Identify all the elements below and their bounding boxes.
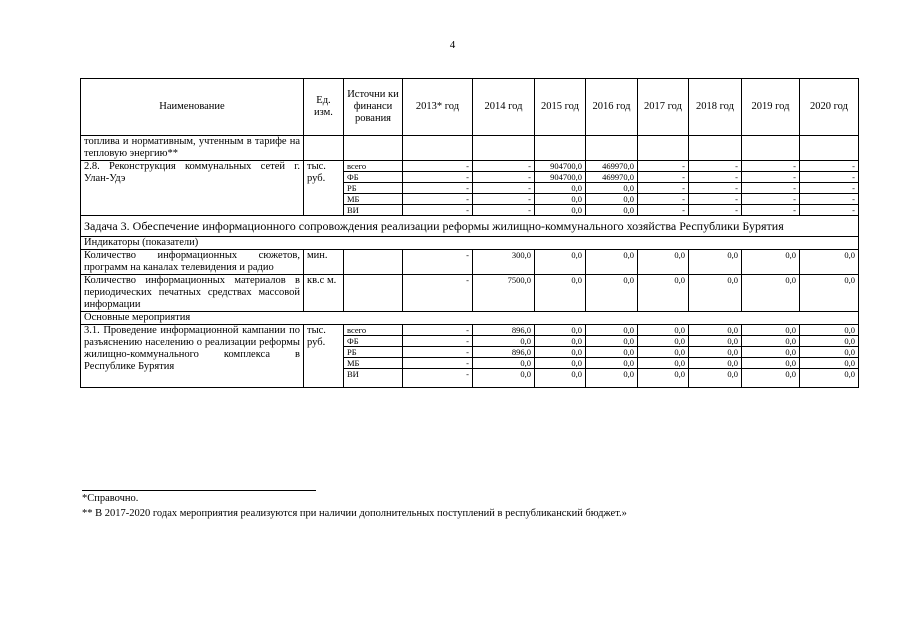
value-cell: - bbox=[689, 161, 742, 172]
value-cell: 469970,0 bbox=[586, 172, 638, 183]
indicator-2-unit: кв.с м. bbox=[304, 275, 344, 312]
value-cell: - bbox=[473, 161, 535, 172]
header-name: Наименование bbox=[81, 79, 304, 136]
header-2013: 2013* год bbox=[403, 79, 473, 136]
item-2-8-unit: тыс. руб. bbox=[304, 161, 344, 216]
source-cell: ФБ bbox=[344, 172, 403, 183]
continued-row bbox=[81, 136, 859, 161]
main-activities-row bbox=[81, 312, 859, 325]
value-cell: - bbox=[742, 205, 800, 216]
value-cell: 0,0 bbox=[535, 275, 586, 312]
table-row bbox=[81, 325, 859, 336]
header-2016: 2016 год bbox=[586, 79, 638, 136]
value-cell: 0,0 bbox=[586, 275, 638, 312]
indicator-1-unit: мин. bbox=[304, 250, 344, 275]
value-cell: 0,0 bbox=[586, 250, 638, 275]
value-cell: 0,0 bbox=[586, 358, 638, 369]
value-cell: - bbox=[742, 161, 800, 172]
value-cell: 0,0 bbox=[586, 347, 638, 358]
source-cell: всего bbox=[344, 325, 403, 336]
value-cell: 896,0 bbox=[473, 325, 535, 336]
value-cell: 300,0 bbox=[473, 250, 535, 275]
value-cell: - bbox=[638, 194, 689, 205]
value-cell: 0,0 bbox=[638, 358, 689, 369]
indicators-label: Индикаторы (показатели) bbox=[81, 237, 859, 250]
source-cell: всего bbox=[344, 161, 403, 172]
value-cell: - bbox=[800, 205, 859, 216]
value-cell: 0,0 bbox=[742, 347, 800, 358]
header-2015: 2015 год bbox=[535, 79, 586, 136]
value-cell: - bbox=[403, 275, 473, 312]
value-cell: - bbox=[800, 161, 859, 172]
value-cell: - bbox=[689, 205, 742, 216]
value-cell: 0,0 bbox=[800, 369, 859, 388]
value-cell: - bbox=[742, 194, 800, 205]
value-cell: 0,0 bbox=[689, 275, 742, 312]
value-cell: 0,0 bbox=[638, 250, 689, 275]
value-cell: - bbox=[689, 172, 742, 183]
header-2018: 2018 год bbox=[689, 79, 742, 136]
value-cell: 896,0 bbox=[473, 347, 535, 358]
value-cell: 0,0 bbox=[800, 250, 859, 275]
value-cell: 0,0 bbox=[535, 183, 586, 194]
table-row bbox=[81, 161, 859, 172]
value-cell: 0,0 bbox=[689, 369, 742, 388]
value-cell: 0,0 bbox=[535, 369, 586, 388]
source-cell: МБ bbox=[344, 194, 403, 205]
value-cell: 0,0 bbox=[473, 336, 535, 347]
footnote-2: ** В 2017-2020 годах мероприятия реализуются при наличии дополнительных поступлений в республиканский бюджет.» bbox=[82, 508, 627, 519]
task3-title: Задача 3. Обеспечение информационного сопровождения реализации реформы жилищно-коммунального хозяйства Республики Бурятия bbox=[81, 216, 859, 237]
value-cell: - bbox=[403, 205, 473, 216]
value-cell: 0,0 bbox=[535, 250, 586, 275]
value-cell: - bbox=[689, 183, 742, 194]
value-cell: 0,0 bbox=[638, 325, 689, 336]
value-cell: 0,0 bbox=[689, 325, 742, 336]
value-cell: - bbox=[403, 172, 473, 183]
indicator-2-row bbox=[81, 275, 859, 312]
value-cell: - bbox=[403, 358, 473, 369]
value-cell: - bbox=[473, 172, 535, 183]
value-cell: - bbox=[638, 172, 689, 183]
value-cell: - bbox=[638, 183, 689, 194]
value-cell: 0,0 bbox=[689, 358, 742, 369]
indicator-2-name: Количество информационных материалов в периодических печатных средствах массовой информации bbox=[81, 275, 304, 312]
value-cell: 0,0 bbox=[742, 275, 800, 312]
value-cell: 0,0 bbox=[800, 275, 859, 312]
source-cell: ФБ bbox=[344, 336, 403, 347]
value-cell: 0,0 bbox=[586, 325, 638, 336]
value-cell: 0,0 bbox=[535, 325, 586, 336]
header-2019: 2019 год bbox=[742, 79, 800, 136]
value-cell: - bbox=[403, 161, 473, 172]
program-table bbox=[80, 78, 859, 388]
value-cell: - bbox=[403, 347, 473, 358]
value-cell: 0,0 bbox=[535, 336, 586, 347]
value-cell: 0,0 bbox=[742, 369, 800, 388]
indicator-1-name: Количество информационных сюжетов, программ на каналах телевидения и радио bbox=[81, 250, 304, 275]
page-number: 4 bbox=[449, 39, 456, 51]
main-activities-label: Основные мероприятия bbox=[81, 312, 859, 325]
header-2020: 2020 год bbox=[800, 79, 859, 136]
indicator-2-source bbox=[344, 275, 403, 312]
value-cell: 904700,0 bbox=[535, 161, 586, 172]
header-2014: 2014 год bbox=[473, 79, 535, 136]
value-cell: - bbox=[473, 183, 535, 194]
value-cell: 0,0 bbox=[689, 250, 742, 275]
value-cell: 0,0 bbox=[742, 250, 800, 275]
value-cell: 0,0 bbox=[586, 336, 638, 347]
value-cell: 7500,0 bbox=[473, 275, 535, 312]
value-cell: 0,0 bbox=[742, 325, 800, 336]
indicators-row bbox=[81, 237, 859, 250]
value-cell: 0,0 bbox=[586, 194, 638, 205]
value-cell: 0,0 bbox=[800, 336, 859, 347]
task3-row bbox=[81, 216, 859, 237]
header-row bbox=[81, 79, 859, 136]
value-cell: 0,0 bbox=[689, 336, 742, 347]
header-source: Источни ки финанси рования bbox=[344, 79, 403, 136]
source-cell: МБ bbox=[344, 358, 403, 369]
value-cell: - bbox=[403, 325, 473, 336]
value-cell: 0,0 bbox=[800, 325, 859, 336]
item-2-8-name: 2.8. Реконструкция коммунальных сетей г. Улан-Удэ bbox=[81, 161, 304, 216]
value-cell: - bbox=[638, 205, 689, 216]
value-cell: 0,0 bbox=[742, 336, 800, 347]
value-cell: 469970,0 bbox=[586, 161, 638, 172]
header-unit: Ед. изм. bbox=[304, 79, 344, 136]
value-cell: - bbox=[403, 194, 473, 205]
value-cell: 0,0 bbox=[535, 347, 586, 358]
value-cell: - bbox=[800, 194, 859, 205]
footnote-1: *Справочно. bbox=[82, 493, 139, 504]
source-cell: РБ bbox=[344, 347, 403, 358]
source-cell: ВИ bbox=[344, 369, 403, 388]
value-cell: 0,0 bbox=[800, 347, 859, 358]
value-cell: - bbox=[800, 183, 859, 194]
value-cell: 0,0 bbox=[535, 358, 586, 369]
value-cell: 0,0 bbox=[586, 369, 638, 388]
value-cell: 0,0 bbox=[689, 347, 742, 358]
value-cell: - bbox=[403, 250, 473, 275]
value-cell: 0,0 bbox=[800, 358, 859, 369]
footnote-divider bbox=[82, 490, 316, 491]
value-cell: 0,0 bbox=[638, 369, 689, 388]
source-cell: РБ bbox=[344, 183, 403, 194]
value-cell: 0,0 bbox=[473, 358, 535, 369]
header-2017: 2017 год bbox=[638, 79, 689, 136]
source-cell: ВИ bbox=[344, 205, 403, 216]
value-cell: 904700,0 bbox=[535, 172, 586, 183]
value-cell: - bbox=[473, 205, 535, 216]
value-cell: 0,0 bbox=[638, 275, 689, 312]
value-cell: 0,0 bbox=[535, 205, 586, 216]
value-cell: - bbox=[403, 336, 473, 347]
value-cell: - bbox=[638, 161, 689, 172]
value-cell: - bbox=[689, 194, 742, 205]
value-cell: 0,0 bbox=[742, 358, 800, 369]
item-3-1-name: 3.1. Проведение информационной кампании по разъяснению населению о реализации реформы жилищно-коммунального комплекса в Республике Бурятия bbox=[81, 325, 304, 388]
value-cell: - bbox=[742, 183, 800, 194]
value-cell: 0,0 bbox=[473, 369, 535, 388]
value-cell: - bbox=[473, 194, 535, 205]
value-cell: 0,0 bbox=[586, 183, 638, 194]
value-cell: 0,0 bbox=[638, 347, 689, 358]
indicator-1-source bbox=[344, 250, 403, 275]
value-cell: 0,0 bbox=[638, 336, 689, 347]
indicator-1-row bbox=[81, 250, 859, 275]
value-cell: - bbox=[403, 183, 473, 194]
continued-row-name: топлива и нормативным, учтенным в тарифе на тепловую энергию** bbox=[81, 136, 304, 161]
value-cell: 0,0 bbox=[535, 194, 586, 205]
value-cell: - bbox=[403, 369, 473, 388]
value-cell: - bbox=[742, 172, 800, 183]
value-cell: - bbox=[800, 172, 859, 183]
item-3-1-unit: тыс. руб. bbox=[304, 325, 344, 388]
value-cell: 0,0 bbox=[586, 205, 638, 216]
